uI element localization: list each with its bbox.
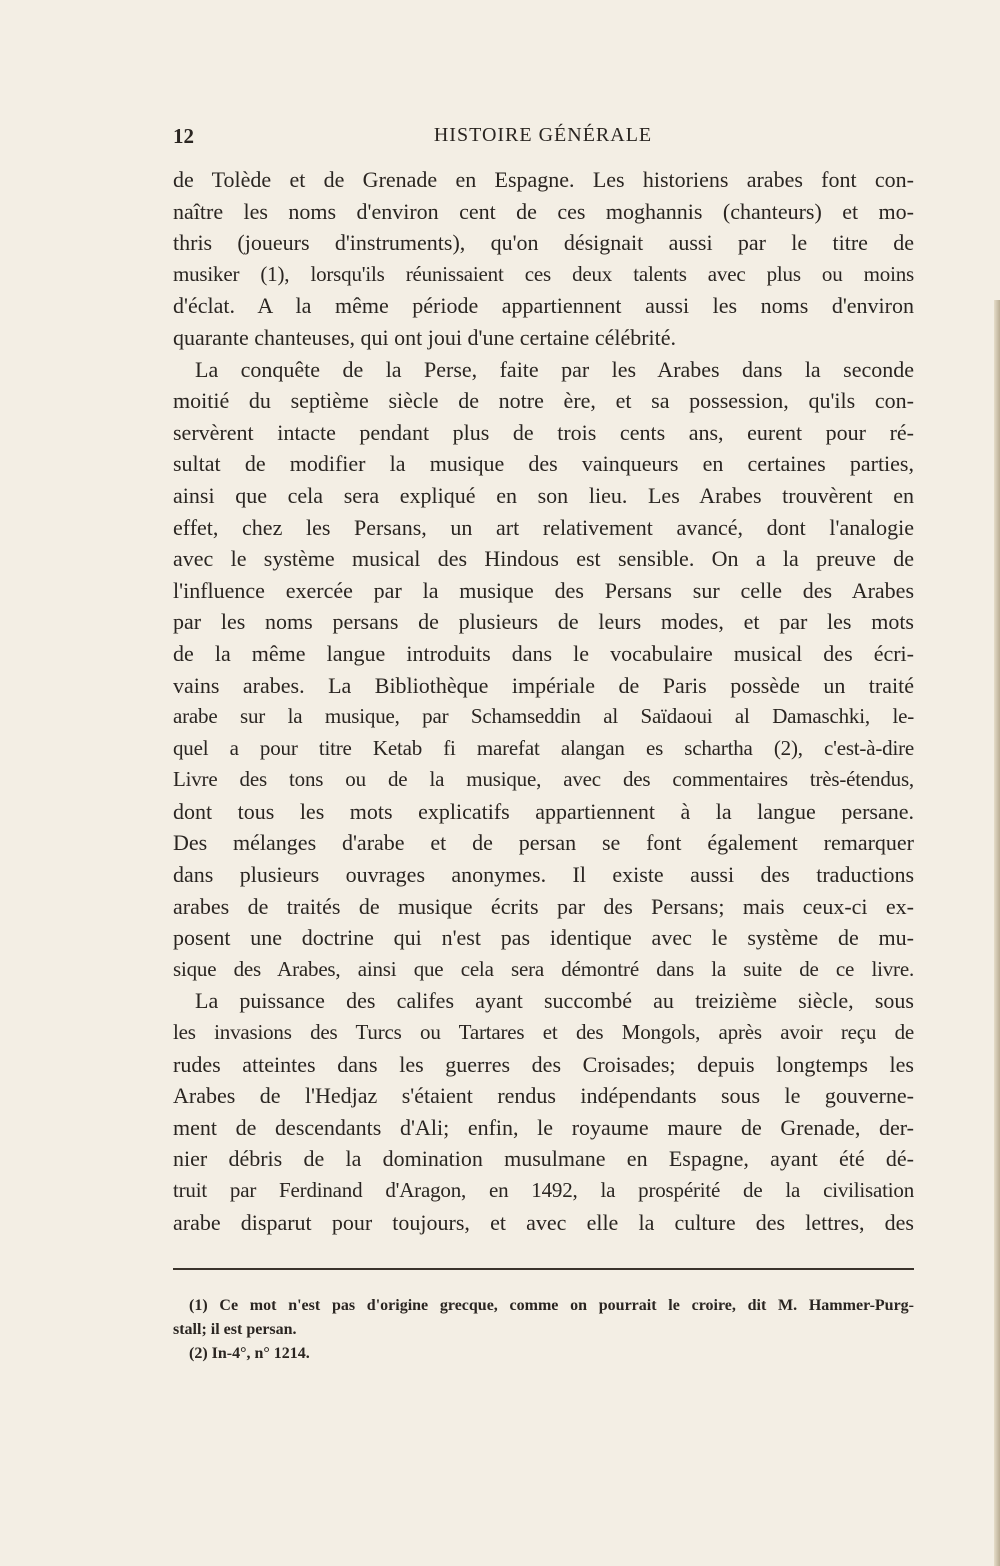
text-line: les invasions des Turcs ou Tartares et des Mongols, après avoir reçu de (173, 1020, 914, 1045)
text-line: Livre des tons ou de la musique, avec des commentaires très-étendus, (173, 767, 914, 792)
text-line: quel a pour titre Ketab fi marefat alangan es schartha (2), c'est-à-dire (173, 735, 914, 760)
text-line: par les noms persans de plusieurs de leurs modes, et par les mots (173, 609, 914, 635)
text-line: de Tolède et de Grenade en Espagne. Les historiens arabes font con- (173, 167, 914, 192)
footnotes (173, 1294, 914, 1366)
text-line: rudes atteintes dans les guerres des Croisades; depuis longtemps les (173, 1051, 914, 1077)
text-line: servèrent intacte pendant plus de trois cents ans, eurent pour ré- (173, 419, 914, 445)
text-line: La puissance des califes ayant succombé au treizième siècle, sous (195, 988, 914, 1014)
text-line: avec le système musical des Hindous est sensible. On a la preuve de (173, 546, 914, 572)
footnote-divider (173, 1268, 914, 1270)
text-line: arabes de traités de musique écrits par des Persans; mais ceux-ci ex- (173, 893, 914, 919)
text-line: musiker (1), lorsqu'ils réunissaient ces deux talents avec plus ou moins (173, 261, 914, 286)
text-line: posent une doctrine qui n'est pas identique avec le système de mu- (173, 925, 914, 951)
text-line: Arabes de l'Hedjaz s'étaient rendus indépendants sous le gouverne- (173, 1083, 914, 1109)
footnote-line: (1) Ce mot n'est pas d'origine grecque, comme on pourrait le croire, dit M. Hammer-Purg- (189, 1297, 914, 1314)
running-head (173, 124, 913, 150)
text-line: La conquête de la Perse, faite par les Arabes dans la seconde (195, 356, 914, 382)
text-line: arabe sur la musique, par Schamseddin al Saïdaoui al Damaschki, le- (173, 704, 914, 729)
text-line: sique des Arabes, ainsi que cela sera démontré dans la suite de ce livre. (173, 956, 914, 981)
body-text (173, 164, 914, 1238)
text-line: nier débris de la domination musulmane en Espagne, ayant été dé- (173, 1146, 914, 1172)
text-line: l'influence exercée par la musique des Persans sur celle des Arabes (173, 577, 914, 603)
footnote-line: (2) In-4°, n° 1214. (189, 1345, 310, 1362)
text-line: dans plusieurs ouvrages anonymes. Il existe aussi des traductions (173, 862, 914, 888)
text-line: quarante chanteuses, qui ont joui d'une certaine célébrité. (173, 324, 677, 350)
page-number: 12 (173, 124, 194, 148)
text-line: vains arabes. La Bibliothèque impériale de Paris possède un traité (173, 672, 914, 698)
text-line: de la même langue introduits dans le vocabulaire musical des écri- (173, 640, 914, 666)
text-line: moitié du septième siècle de notre ère, et sa possession, qu'ils con- (173, 388, 914, 414)
footnote-line: stall; il est persan. (173, 1321, 297, 1338)
running-title: HISTOIRE GÉNÉRALE (433, 124, 653, 146)
text-line: Des mélanges d'arabe et de persan se font également remarquer (173, 830, 914, 856)
text-line: d'éclat. A la même période appartiennent aussi les noms d'environ (173, 293, 914, 319)
text-line: thris (joueurs d'instruments), qu'on désignait aussi par le titre de (173, 230, 914, 256)
text-line: naître les noms d'environ cent de ces moghannis (chanteurs) et mo- (173, 198, 914, 224)
text-line: arabe disparut pour toujours, et avec elle la culture des lettres, des (173, 1209, 914, 1235)
text-line: truit par Ferdinand d'Aragon, en 1492, la prospérité de la civilisation (173, 1178, 914, 1202)
text-line: effet, chez les Persans, un art relativement avancé, dont l'analogie (173, 514, 914, 540)
text-line: ainsi que cela sera expliqué en son lieu. Les Arabes trouvèrent en (173, 482, 914, 508)
text-line: sultat de modifier la musique des vainqueurs en certaines parties, (173, 451, 914, 477)
text-line: dont tous les mots explicatifs appartiennent à la langue persane. (173, 798, 914, 824)
text-line: ment de descendants d'Ali; enfin, le royaume maure de Grenade, der- (173, 1114, 914, 1140)
page-edge-shadow (994, 300, 1000, 1566)
